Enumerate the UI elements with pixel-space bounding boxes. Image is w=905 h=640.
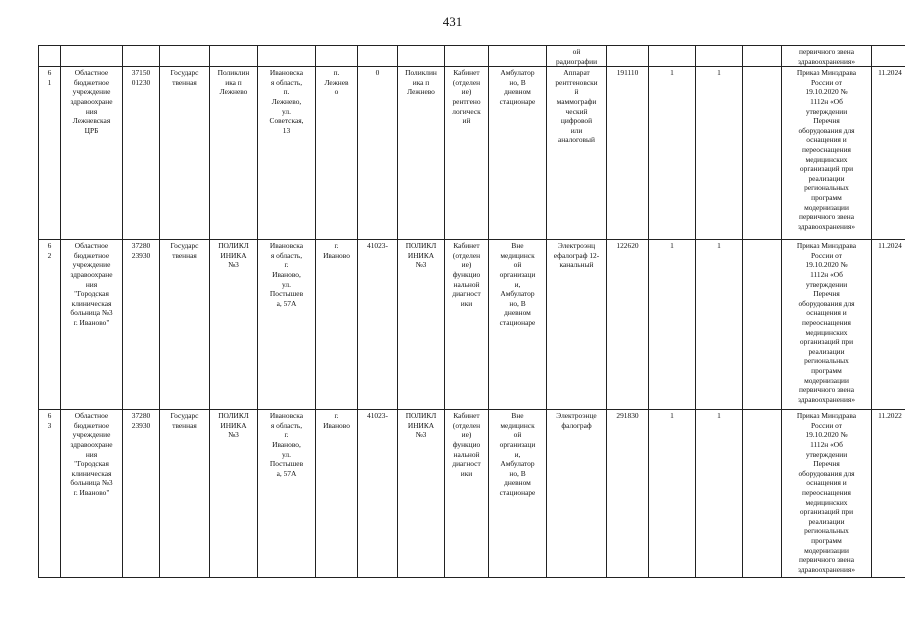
cell-empty (61, 46, 123, 67)
cell-text-line: Лежнево (219, 87, 248, 97)
cell-text-line: я область, (270, 420, 303, 430)
cell-unit (210, 410, 258, 578)
cell-subunit (398, 67, 445, 240)
cell-text-line: медицинских (805, 497, 848, 507)
cell-room (445, 240, 489, 410)
cell-text-line: Приказ Минздрава (796, 411, 857, 421)
cell-text-line: первичного звена (798, 212, 854, 222)
cell-subunit (398, 240, 445, 410)
cell-text-line: Государс (170, 68, 199, 78)
cell-text-line: 1 (670, 411, 674, 421)
cell-organization (61, 410, 123, 578)
cell-text-line: ика п (412, 77, 430, 87)
cell-empty (358, 46, 398, 67)
cell-text-line: ие) (461, 430, 472, 440)
cell-text-line: г. (284, 430, 289, 440)
cell-text-line: 2 (47, 250, 52, 260)
cell-okato (358, 240, 398, 410)
cell-text-line: Приказ Минздрава (796, 241, 857, 251)
cell-text-line: Поликлин (217, 68, 250, 78)
cell-text-line: ефалограф 12- (553, 250, 600, 260)
cell-text-line: 13 (282, 125, 291, 135)
cell-text-line: Амбулатор (500, 459, 535, 469)
cell-text-line: Лежнево (407, 87, 435, 97)
cell-text-line: 0 (375, 68, 380, 78)
cell-basis (782, 46, 872, 67)
cell-text-line: России от (811, 250, 842, 260)
cell-basis (782, 410, 872, 578)
cell-text-line: рентгеновски (555, 77, 598, 87)
cell-text-line: 1 (717, 241, 721, 251)
cell-text-line: Государс (170, 241, 199, 251)
cell-text-line: ПОЛИКЛ (218, 241, 249, 251)
cell-text-line: 11.2024 (878, 241, 902, 251)
cell-text-line: "Городская (74, 459, 109, 469)
cell-text-line: нальной (453, 449, 480, 459)
cell-text-line: (отделен (452, 77, 481, 87)
cell-text-line: ЦРБ (84, 125, 99, 135)
cell-text-line: здравоохранения» (797, 56, 856, 66)
cell-text-line: твенная (172, 420, 197, 430)
cell-text-line: (отделен (452, 420, 481, 430)
cell-code (123, 240, 160, 410)
cell-text-line: организаций при (799, 337, 854, 347)
cell-text-line: Вне (511, 241, 524, 251)
cell-text-line: г. (334, 241, 339, 251)
cell-quantity (696, 67, 743, 240)
cell-text-line: й (574, 87, 579, 97)
cell-text-line: Постышев (269, 289, 304, 299)
cell-okato (358, 67, 398, 240)
cell-text-line: аналоговый (558, 135, 595, 145)
cell-text-line: ика п (225, 77, 242, 87)
cell-empty (872, 46, 905, 67)
cell-address (258, 410, 316, 578)
cell-empty (743, 46, 782, 67)
cell-text-line: функцио (452, 439, 481, 449)
cell-text-line: 01230 (131, 77, 151, 87)
cell-text-line: реализации (808, 346, 845, 356)
cell-text-line: организаций при (799, 164, 854, 174)
cell-text-line: Кабинет (453, 241, 480, 251)
cell-locality (316, 240, 358, 410)
cell-ownership (160, 410, 210, 578)
cell-text-line: ИНИКА (220, 420, 247, 430)
cell-text-line: №3 (228, 430, 239, 440)
cell-text-line: Постышев (269, 459, 304, 469)
cell-row-number (39, 240, 61, 410)
cell-text-line: и, (514, 279, 521, 289)
cell-basis (782, 67, 872, 240)
cell-text-line: организаций при (799, 507, 854, 517)
cell-text-line: ий (462, 116, 471, 126)
cell-text-line: оснащения и (806, 478, 847, 488)
cell-text-line: ие) (461, 260, 472, 270)
cell-text-line: ие) (461, 87, 472, 97)
cell-empty (398, 46, 445, 67)
cell-text-line: или (570, 125, 583, 135)
cell-empty (160, 46, 210, 67)
cell-text-line: 291830 (616, 411, 639, 421)
cell-text-line: здравоохране (70, 269, 113, 279)
cell-text-line: оснащения и (806, 135, 847, 145)
cell-text-line: а, 57А (276, 468, 297, 478)
cell-text-line: функцио (452, 269, 481, 279)
cell-text-line: ПОЛИКЛ (218, 411, 249, 421)
cell-text-line: 1 (670, 68, 674, 78)
cell-text-line: г. Иваново" (73, 487, 110, 497)
cell-text-line: первичного звена (798, 385, 854, 395)
cell-text-line: медицинских (805, 154, 848, 164)
cell-text-line: п. (283, 87, 290, 97)
cell-text-line: программ (811, 192, 842, 202)
cell-text-line: утверждении (805, 449, 848, 459)
cell-text-line: Поликлин (405, 68, 437, 78)
cell-text-line: стационаре (499, 487, 536, 497)
cell-equipment-code (607, 67, 649, 240)
cell-text-line: Амбулатор (500, 68, 535, 78)
cell-text-line: дневном (504, 478, 531, 488)
cell-text-line: Лежневская (72, 116, 111, 126)
cell-text-line: ИНИКА (407, 420, 435, 430)
cell-ownership (160, 67, 210, 240)
cell-text-line: программ (811, 535, 842, 545)
cell-text-line: ики (460, 298, 473, 308)
cell-conditions (489, 410, 547, 578)
cell-text-line: Кабинет (453, 411, 480, 421)
table-row (39, 67, 905, 240)
cell-empty (39, 46, 61, 67)
cell-text-line: реализации (808, 173, 845, 183)
cell-conditions (489, 240, 547, 410)
cell-text-line: дневном (504, 308, 531, 318)
cell-text-line: 41023- (367, 411, 388, 421)
cell-text-line: учреждение (72, 260, 111, 270)
cell-organization (61, 67, 123, 240)
cell-text-line: бюджетное (73, 420, 110, 430)
cell-quantity (696, 410, 743, 578)
cell-text-line: диагност (452, 459, 481, 469)
cell-locality (316, 410, 358, 578)
cell-text-line: ПОЛИКЛ (405, 241, 437, 251)
cell-text-line: Советская, (269, 116, 304, 126)
cell-text-line: организаци (499, 269, 536, 279)
cell-row-number (39, 67, 61, 240)
cell-text-line: фалограф (561, 420, 592, 430)
cell-locality (316, 67, 358, 240)
cell-text-line: ния (85, 279, 98, 289)
cell-date (872, 240, 905, 410)
cell-text-line: переоснащения (802, 144, 851, 154)
cell-equipment (547, 46, 607, 67)
cell-text-line: 6 (47, 241, 52, 251)
cell-text-line: Иваново (323, 420, 350, 430)
cell-text-line: оборудования для (798, 125, 855, 135)
cell-room (445, 410, 489, 578)
cell-text-line: 1112н «Об (810, 439, 843, 449)
cell-text-line: но, В (509, 77, 526, 87)
cell-text-line: здравоохранения» (797, 394, 856, 404)
cell-text-line: 23930 (131, 250, 151, 260)
cell-text-line: Областное (74, 411, 109, 421)
cell-text-line: и, (514, 449, 521, 459)
cell-equipment (547, 240, 607, 410)
cell-text-line: Ивановска (269, 241, 304, 251)
cell-text-line: твенная (172, 250, 197, 260)
cell-text-line: переоснащения (802, 317, 851, 327)
cell-text-line: я область, (270, 250, 303, 260)
cell-date (872, 67, 905, 240)
cell-text-line: оборудования для (798, 468, 855, 478)
cell-text-line: программ (811, 365, 842, 375)
cell-text-line: Иваново, (272, 269, 301, 279)
page-number: 431 (442, 14, 463, 29)
equipment-registry-table (38, 45, 905, 578)
cell-text-line: модернизации (804, 545, 849, 555)
cell-text-line: ики (460, 468, 473, 478)
cell-text-line: Электроэнц (557, 241, 596, 251)
cell-text-line: 19.10.2020 № (805, 430, 848, 440)
cell-text-line: первичного звена (798, 555, 854, 565)
cell-text-line: 122620 (616, 241, 639, 251)
cell-text-line: "Городская (74, 289, 109, 299)
cell-quantity (649, 410, 696, 578)
cell-text-line: реализации (808, 516, 845, 526)
cell-text-line: ой (513, 260, 522, 270)
cell-text-line: региональных (804, 183, 849, 193)
cell-address (258, 67, 316, 240)
cell-text-line: региональных (804, 526, 849, 536)
cell-code (123, 410, 160, 578)
cell-text-line: России от (811, 77, 842, 87)
cell-text-line: организаци (499, 439, 536, 449)
cell-text-line: ул. (282, 279, 291, 289)
cell-text-line: 3 (47, 420, 52, 430)
cell-text-line: 1112н «Об (810, 269, 843, 279)
cell-quantity (649, 67, 696, 240)
cell-text-line: больница №3 (70, 308, 113, 318)
cell-organization (61, 240, 123, 410)
cell-text-line: 1 (717, 411, 721, 421)
cell-text-line: 1 (717, 68, 721, 78)
cell-text-line: Ивановска (269, 411, 304, 421)
cell-unit (210, 240, 258, 410)
cell-equipment-code (607, 240, 649, 410)
cell-quantity (696, 240, 743, 410)
cell-text-line: бюджетное (73, 250, 110, 260)
cell-room (445, 67, 489, 240)
cell-text-line: ул. (282, 106, 291, 116)
cell-text-line: 191110 (616, 68, 639, 78)
table-row-continued (39, 46, 905, 67)
cell-text-line: здравоохране (70, 96, 113, 106)
cell-text-line: 37280 (131, 411, 151, 421)
cell-text-line: Вне (511, 411, 524, 421)
cell-text-line: первичного звена (798, 47, 854, 56)
cell-basis (782, 240, 872, 410)
cell-text-line: 41023- (367, 241, 388, 251)
cell-text-line: маммографи (556, 96, 597, 106)
cell-text-line: нальной (453, 279, 480, 289)
cell-text-line: Областное (74, 68, 109, 78)
cell-text-line: Лежнев (324, 77, 349, 87)
cell-text-line: оборудования для (798, 298, 855, 308)
cell-empty (743, 240, 782, 410)
cell-text-line: медицинских (805, 327, 848, 337)
cell-text-line: учреждение (72, 430, 111, 440)
cell-text-line: г. Иваново" (73, 317, 110, 327)
cell-empty (489, 46, 547, 67)
cell-text-line: Приказ Минздрава (796, 68, 857, 78)
cell-text-line: стационаре (499, 96, 536, 106)
cell-text-line: п. (333, 68, 340, 78)
cell-text-line: медицинск (500, 250, 535, 260)
cell-okato (358, 410, 398, 578)
cell-text-line: здравоохранения» (797, 564, 856, 574)
cell-text-line: цифровой (560, 116, 593, 126)
table-row (39, 240, 905, 410)
cell-text-line: региональных (804, 356, 849, 366)
cell-empty (316, 46, 358, 67)
cell-text-line: (отделен (452, 250, 481, 260)
cell-text-line: №3 (415, 430, 427, 440)
cell-text-line: но, В (509, 468, 526, 478)
cell-text-line: рентгено (452, 96, 481, 106)
cell-text-line: 6 (47, 411, 52, 421)
cell-text-line: Лежнево, (271, 96, 302, 106)
cell-text-line: Иваново (323, 250, 350, 260)
cell-subunit (398, 410, 445, 578)
cell-code (123, 67, 160, 240)
cell-text-line: ПОЛИКЛ (405, 411, 437, 421)
cell-text-line: 6 (47, 68, 52, 78)
cell-text-line: о (334, 87, 339, 97)
cell-text-line: г. (284, 260, 289, 270)
cell-text-line: Перечня (813, 289, 840, 299)
cell-row-number (39, 410, 61, 578)
cell-unit (210, 67, 258, 240)
cell-text-line: 1 (47, 77, 52, 87)
cell-text-line: логическ (452, 106, 481, 116)
cell-text-line: ой (572, 47, 581, 56)
cell-conditions (489, 67, 547, 240)
cell-text-line: ИНИКА (220, 250, 247, 260)
cell-text-line: Электроэнце (556, 411, 597, 421)
cell-text-line: ой (513, 430, 522, 440)
cell-text-line: Перечня (813, 116, 840, 126)
cell-text-line: утверждении (805, 106, 848, 116)
cell-text-line: 11.2024 (878, 68, 902, 78)
cell-text-line: 11.2022 (878, 411, 902, 421)
cell-empty (743, 410, 782, 578)
cell-text-line: учреждение (72, 87, 111, 97)
cell-text-line: Кабинет (453, 68, 480, 78)
cell-equipment-code (607, 410, 649, 578)
cell-text-line: диагност (452, 289, 481, 299)
cell-text-line: медицинск (500, 420, 535, 430)
cell-address (258, 240, 316, 410)
cell-text-line: клиническая (71, 298, 112, 308)
cell-text-line: ул. (282, 449, 291, 459)
table-row (39, 410, 905, 578)
cell-text-line: ния (85, 449, 98, 459)
cell-empty (445, 46, 489, 67)
cell-text-line: Амбулатор (500, 289, 535, 299)
cell-equipment (547, 67, 607, 240)
cell-text-line: 37280 (131, 241, 151, 251)
cell-text-line: здравоохране (70, 439, 113, 449)
cell-text-line: я область, (270, 77, 303, 87)
cell-text-line: 19.10.2020 № (805, 260, 848, 270)
cell-text-line: №3 (228, 260, 239, 270)
cell-empty (210, 46, 258, 67)
cell-text-line: 1112н «Об (810, 96, 843, 106)
cell-text-line: а, 57А (276, 298, 297, 308)
cell-text-line: радиографии (555, 56, 598, 66)
cell-text-line: г. (334, 411, 339, 421)
cell-text-line: модернизации (804, 202, 849, 212)
cell-text-line: стационаре (499, 317, 536, 327)
cell-text-line: переоснащения (802, 487, 851, 497)
cell-empty (123, 46, 160, 67)
cell-text-line: канальный (559, 260, 594, 270)
cell-ownership (160, 240, 210, 410)
cell-text-line: №3 (415, 260, 427, 270)
cell-text-line: 37150 (131, 68, 151, 78)
cell-text-line: но, В (509, 298, 526, 308)
cell-text-line: Аппарат (563, 68, 590, 78)
cell-text-line: 1 (670, 241, 674, 251)
cell-text-line: 19.10.2020 № (805, 87, 848, 97)
cell-text-line: клиническая (71, 468, 112, 478)
cell-text-line: твенная (172, 77, 197, 87)
cell-text-line: здравоохранения» (797, 221, 856, 231)
cell-empty (649, 46, 696, 67)
cell-text-line: больница №3 (70, 478, 113, 488)
cell-text-line: модернизации (804, 375, 849, 385)
cell-text-line: ческий (565, 106, 588, 116)
cell-text-line: Иваново, (272, 439, 301, 449)
cell-date (872, 410, 905, 578)
cell-text-line: Ивановска (269, 68, 304, 78)
cell-empty (607, 46, 649, 67)
cell-text-line: России от (811, 420, 842, 430)
cell-text-line: 23930 (131, 420, 151, 430)
cell-empty (743, 67, 782, 240)
cell-text-line: ИНИКА (407, 250, 435, 260)
cell-empty (258, 46, 316, 67)
cell-text-line: утверждении (805, 279, 848, 289)
cell-text-line: дневном (504, 87, 531, 97)
cell-quantity (649, 240, 696, 410)
cell-equipment (547, 410, 607, 578)
cell-empty (696, 46, 743, 67)
cell-text-line: Государс (170, 411, 199, 421)
cell-text-line: Перечня (813, 459, 840, 469)
cell-text-line: оснащения и (806, 308, 847, 318)
cell-text-line: Областное (74, 241, 109, 251)
cell-text-line: ния (85, 106, 98, 116)
cell-text-line: бюджетное (73, 77, 110, 87)
